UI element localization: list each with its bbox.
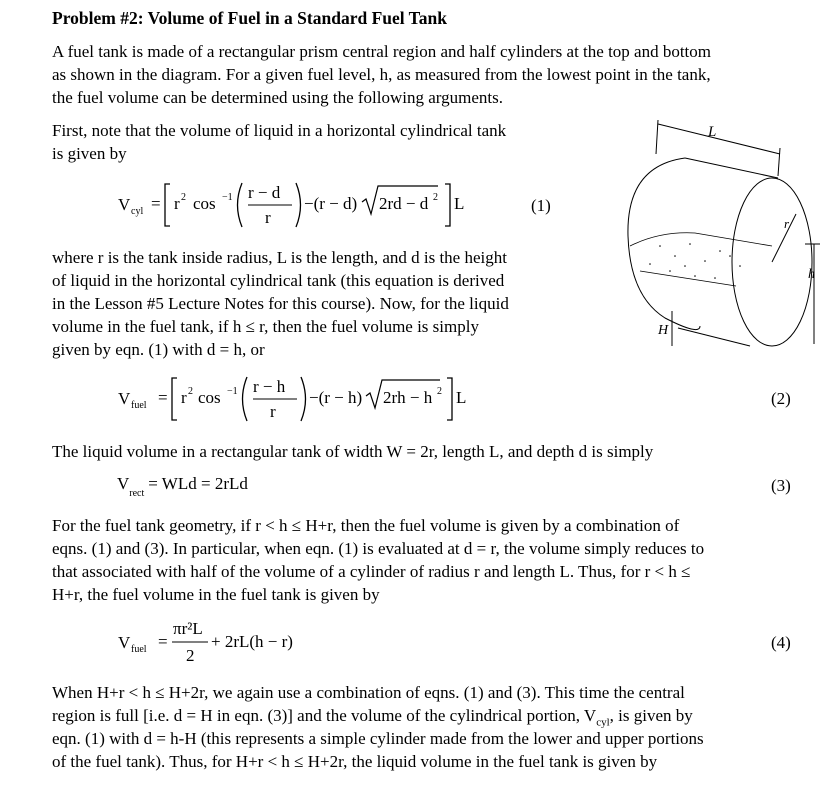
intro-line-2: as shown in the diagram. For a given fuel level, h, as measured from the lowest point in the tank, bbox=[52, 65, 711, 84]
eq2-sqrt-exp: 2 bbox=[437, 386, 442, 397]
eq1-cos-exp: −1 bbox=[222, 192, 233, 203]
eq1-number: (1) bbox=[531, 196, 551, 215]
eq2-cos-exp: −1 bbox=[227, 386, 238, 397]
eq2-cos: cos bbox=[198, 388, 221, 407]
intro-line-3: the fuel volume can be determined using the following arguments. bbox=[52, 88, 504, 107]
label-H: H bbox=[658, 323, 669, 338]
liquid-line bbox=[640, 271, 736, 286]
eq1-frac-num: r − d bbox=[248, 183, 281, 202]
liquid-speckles bbox=[649, 243, 741, 279]
eq2-left-paren bbox=[243, 377, 248, 421]
eq4-rest: + 2rL(h − r) bbox=[211, 632, 293, 651]
eq1-r-exp: 2 bbox=[181, 192, 186, 203]
eq2-right-paren bbox=[301, 377, 306, 421]
eq1-cos: cos bbox=[193, 194, 216, 213]
eq4-lhs: V bbox=[118, 633, 131, 652]
equation-4 bbox=[100, 612, 400, 668]
eq1-lhs: V bbox=[118, 195, 131, 214]
eq2-frac-den: r bbox=[270, 402, 276, 421]
eq1-sub: cyl bbox=[131, 206, 144, 217]
where-line-1: where r is the tank inside radius, L is the length, and d is the height bbox=[52, 248, 507, 267]
eq4-frac-den: 2 bbox=[186, 646, 195, 665]
eq3-lhs: V bbox=[117, 474, 130, 493]
length-dimension-line bbox=[658, 124, 780, 154]
eq1-equals: = bbox=[151, 194, 161, 213]
label-h: h bbox=[808, 267, 815, 282]
final-line-2-tail: , is given by bbox=[609, 706, 693, 725]
final-line-2-text: region is full [i.e. d = H in eqn. (3)] and the volume of the cylindrical portion, V bbox=[52, 706, 597, 725]
eq3-sub: rect bbox=[129, 488, 145, 500]
eq2-r-exp: 2 bbox=[188, 386, 193, 397]
geom-line-3: that associated with half of the volume of a cylinder of radius r and length L. Thus, for r < h ≤ bbox=[52, 562, 691, 581]
liquid-surface bbox=[630, 233, 772, 246]
eq2-minus-term: −(r − h) bbox=[309, 388, 363, 407]
equation-1 bbox=[100, 174, 500, 232]
final-line-1: When H+r < h ≤ H+2r, we again use a combination of eqns. (1) and (3). This time the central bbox=[52, 683, 685, 702]
eq4-frac-num: πr²L bbox=[173, 619, 203, 638]
eq1-right-bracket bbox=[445, 184, 450, 226]
eq2-left-bracket bbox=[172, 378, 177, 420]
eq1-sqrt-body: 2rd − d bbox=[379, 194, 429, 213]
intro-line-1: A fuel tank is made of a rectangular prism central region and half cylinders at the top and bottom bbox=[52, 42, 712, 61]
eq2-L: L bbox=[456, 388, 467, 407]
eq3-number: (3) bbox=[771, 476, 791, 495]
where-line-5: given by eqn. (1) with d = h, or bbox=[52, 340, 265, 359]
eq2-frac-num: r − h bbox=[253, 377, 286, 396]
final-line-2-sub: cyl bbox=[596, 716, 610, 729]
final-line-4: of the fuel tank). Thus, for H+r < h ≤ H+2r, the liquid volume in the fuel tank is given by bbox=[52, 752, 658, 771]
eq2-equals: = bbox=[158, 388, 168, 407]
final-line-3: eqn. (1) with d = h-H (this represents a simple cylinder made from the lower and upper portions bbox=[52, 729, 704, 748]
eq2-r: r bbox=[181, 388, 187, 407]
equation-3 bbox=[117, 474, 248, 500]
first-line-1: First, note that the volume of liquid in a horizontal cylindrical tank bbox=[52, 121, 507, 140]
eq2-sqrt-body: 2rh − h bbox=[383, 388, 433, 407]
length-ext-right bbox=[778, 148, 780, 176]
label-L: L bbox=[708, 124, 717, 140]
eq1-frac-den: r bbox=[265, 208, 271, 227]
eq4-number: (4) bbox=[771, 633, 791, 652]
where-line-4: volume in the fuel tank, if h ≤ r, then the fuel volume is simply bbox=[52, 317, 479, 336]
eq2-lhs: V bbox=[118, 389, 131, 408]
length-ext-left bbox=[656, 120, 658, 154]
eq4-sub: fuel bbox=[131, 644, 147, 655]
eq1-right-paren bbox=[296, 183, 301, 227]
tank-bottom-line bbox=[678, 328, 750, 346]
first-line-2: is given by bbox=[52, 144, 127, 163]
tank-top-line bbox=[685, 158, 778, 178]
eq2-number: (2) bbox=[771, 389, 791, 408]
eq1-L: L bbox=[454, 194, 465, 213]
tank-diagram bbox=[600, 96, 828, 366]
eq4-equals: = bbox=[158, 632, 168, 651]
eq1-r: r bbox=[174, 194, 180, 213]
where-line-3: in the Lesson #5 Lecture Notes for this course). Now, for the liquid bbox=[52, 294, 509, 313]
geom-line-2: eqns. (1) and (3). In particular, when eqn. (1) is evaluated at d = r, the volume simply reduces to bbox=[52, 539, 705, 558]
eq1-left-bracket bbox=[165, 184, 170, 226]
rect-line: The liquid volume in a rectangular tank of width W = 2r, length L, and depth d is simply bbox=[52, 442, 654, 461]
eq3-rhs: = WLd = 2rLd bbox=[148, 474, 248, 493]
problem-title: Problem #2: Volume of Fuel in a Standard Fuel Tank bbox=[52, 8, 447, 28]
eq2-sub: fuel bbox=[131, 400, 147, 411]
label-r: r bbox=[784, 216, 790, 231]
geom-line-1: For the fuel tank geometry, if r < h ≤ H+r, then the fuel volume is given by a combination of bbox=[52, 516, 680, 535]
eq1-minus-term: −(r − d) bbox=[304, 194, 358, 213]
equation-2 bbox=[100, 368, 500, 426]
where-line-2: of liquid in the horizontal cylindrical tank (this equation is derived bbox=[52, 271, 505, 290]
eq1-sqrt-exp: 2 bbox=[433, 192, 438, 203]
geom-line-4: H+r, the fuel volume in the fuel tank is given by bbox=[52, 585, 380, 604]
eq1-left-paren bbox=[238, 183, 243, 227]
eq2-right-bracket bbox=[447, 378, 452, 420]
tank-back-end bbox=[628, 158, 700, 330]
